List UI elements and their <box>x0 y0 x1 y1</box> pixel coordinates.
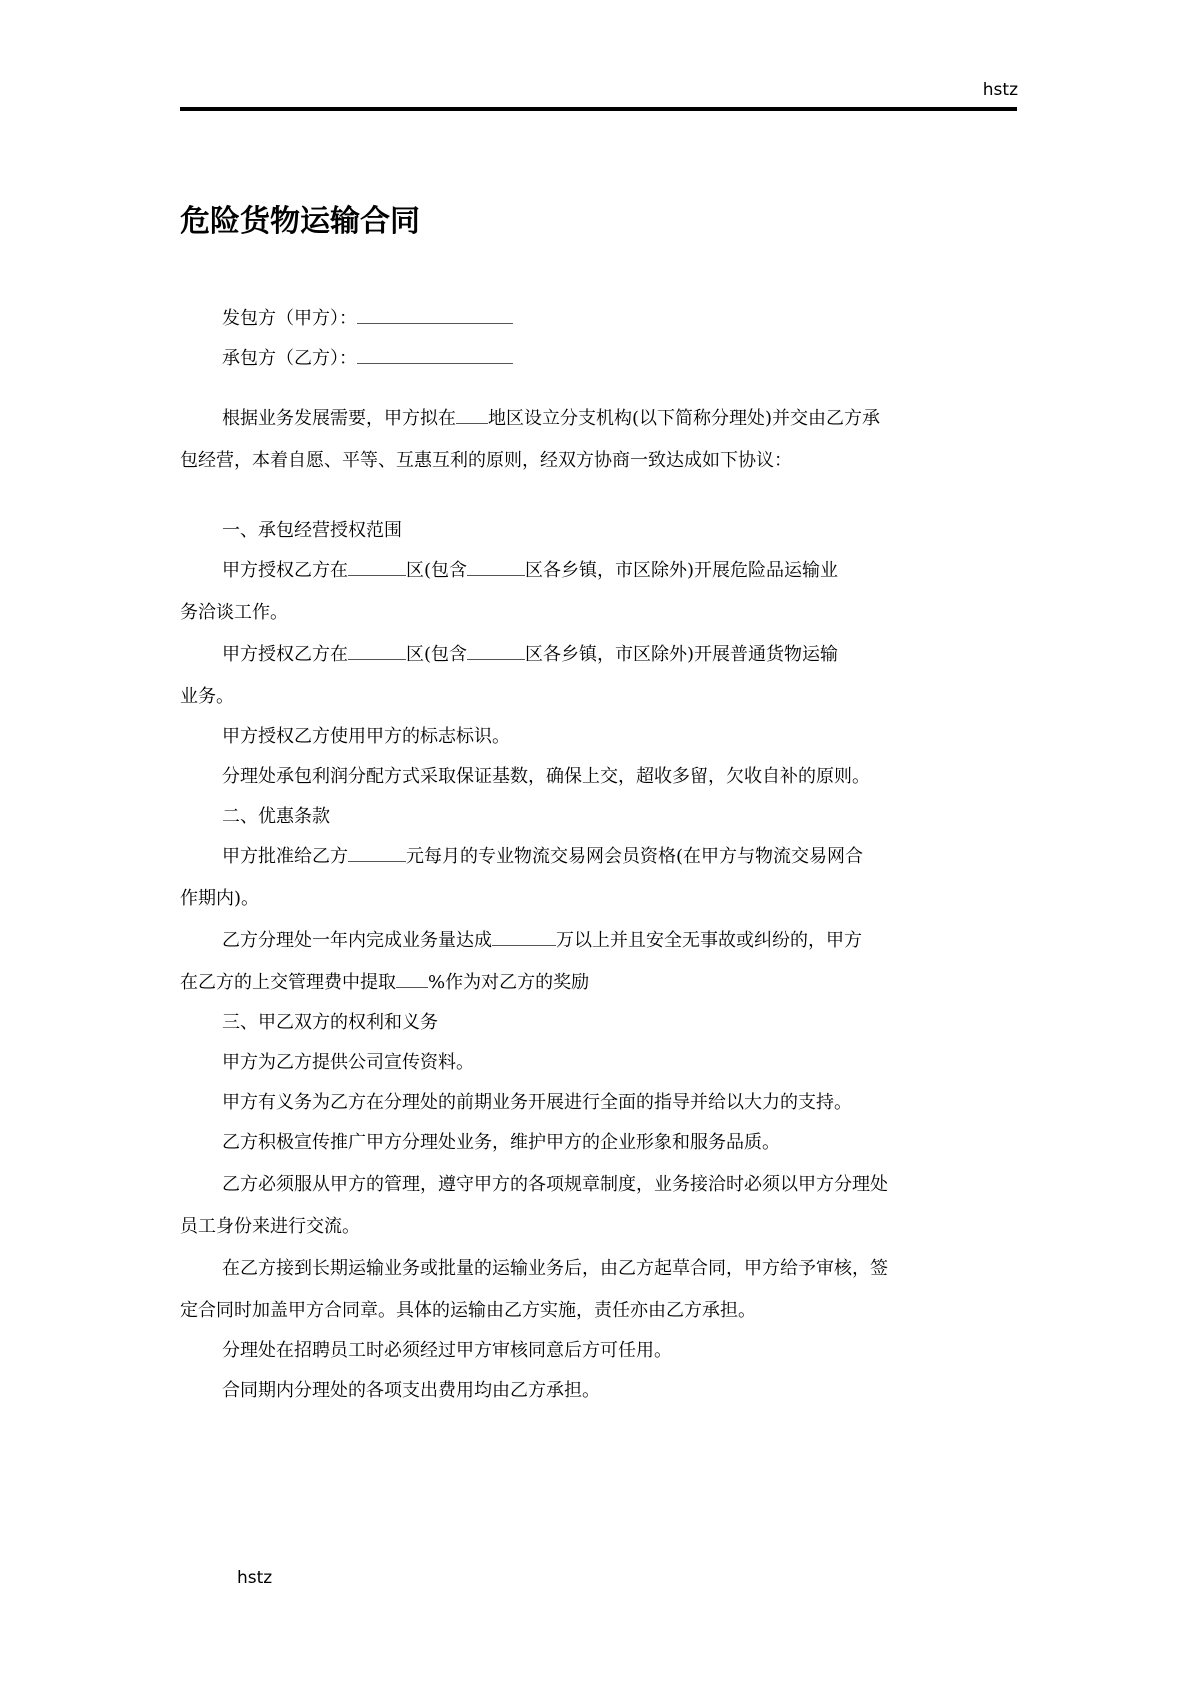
volume-blank[interactable] <box>492 929 556 946</box>
clause-text: 区各乡镇，市区除外)开展危险品运输业 <box>525 560 839 581</box>
section-3-clause-6: 分理处在招聘员工时必须经过甲方审核同意后方可任用。 <box>222 1340 672 1361</box>
party-b-line <box>180 344 513 370</box>
percent-blank[interactable] <box>396 971 428 988</box>
intro-text: 根据业务发展需要，甲方拟在 <box>222 408 456 429</box>
district-blank[interactable] <box>467 559 525 576</box>
section-3-clause-5-cont: 定合同时加盖甲方合同章。具体的运输由乙方实施，责任亦由乙方承担。 <box>180 1300 756 1321</box>
section-1-clause-2-cont: 业务。 <box>180 686 234 707</box>
party-b-label: 承包方（乙方）： <box>222 348 357 369</box>
section-1-clause-4: 分理处承包利润分配方式采取保证基数，确保上交，超收多留，欠收自补的原则。 <box>222 766 870 787</box>
clause-text: 甲方批准给乙方 <box>222 846 348 867</box>
clause-text: %作为对乙方的奖励 <box>428 972 590 993</box>
clause-text: 甲方授权乙方在 <box>222 560 348 581</box>
party-a-line <box>180 304 513 330</box>
section-3-clause-3: 乙方积极宣传推广甲方分理处业务，维护甲方的企业形象和服务品质。 <box>222 1132 780 1153</box>
district-blank[interactable] <box>467 643 525 660</box>
page-header-text: hstz <box>982 80 1018 100</box>
party-b-blank[interactable] <box>357 347 513 364</box>
section-3-heading: 三、甲乙双方的权利和义务 <box>222 1012 438 1033</box>
section-1-clause-2 <box>180 640 838 666</box>
section-2-clause-1-cont: 作期内)。 <box>180 888 260 909</box>
region-blank[interactable] <box>456 407 488 424</box>
intro-text: 地区设立分支机构(以下简称分理处)并交由乙方承 <box>488 408 881 429</box>
section-3-clause-7: 合同期内分理处的各项支出费用均由乙方承担。 <box>222 1380 600 1401</box>
clause-text: 乙方分理处一年内完成业务量达成 <box>222 930 492 951</box>
district-blank[interactable] <box>348 643 406 660</box>
section-3-clause-5: 在乙方接到长期运输业务或批量的运输业务后，由乙方起草合同，甲方给予审核，签 <box>222 1258 888 1279</box>
clause-text: 区(包含 <box>406 644 468 665</box>
clause-text: 甲方授权乙方在 <box>222 644 348 665</box>
section-1-heading: 一、承包经营授权范围 <box>222 520 402 541</box>
clause-text: 区各乡镇，市区除外)开展普通货物运输 <box>525 644 839 665</box>
intro-line-2: 包经营，本着自愿、平等、互惠互利的原则，经双方协商一致达成如下协议： <box>180 450 792 471</box>
clause-text: 元每月的专业物流交易网会员资格(在甲方与物流交易网合 <box>406 846 864 867</box>
section-1-clause-3: 甲方授权乙方使用甲方的标志标识。 <box>222 726 510 747</box>
amount-blank[interactable] <box>348 845 406 862</box>
section-1-clause-1-cont: 务洽谈工作。 <box>180 602 288 623</box>
section-3-clause-2: 甲方有义务为乙方在分理处的前期业务开展进行全面的指导并给以大力的支持。 <box>222 1092 852 1113</box>
clause-text: 在乙方的上交管理费中提取 <box>180 972 396 993</box>
party-a-blank[interactable] <box>357 307 513 324</box>
intro-line-1 <box>180 404 880 430</box>
page-footer-text: hstz <box>237 1568 273 1588</box>
section-3-clause-1: 甲方为乙方提供公司宣传资料。 <box>222 1052 474 1073</box>
section-2-heading: 二、优惠条款 <box>222 806 330 827</box>
district-blank[interactable] <box>348 559 406 576</box>
section-3-clause-4-cont: 员工身份来进行交流。 <box>180 1216 360 1237</box>
document-title: 危险货物运输合同 <box>180 204 420 239</box>
section-3-clause-4: 乙方必须服从甲方的管理，遵守甲方的各项规章制度，业务接洽时必须以甲方分理处 <box>222 1174 888 1195</box>
clause-text: 区(包含 <box>406 560 468 581</box>
party-a-label: 发包方（甲方）： <box>222 308 357 329</box>
section-1-clause-1 <box>180 556 838 582</box>
section-2-clause-2-cont <box>180 968 589 994</box>
clause-text: 万以上并且安全无事故或纠纷的，甲方 <box>556 930 862 951</box>
header-rule <box>180 107 1017 111</box>
section-2-clause-2 <box>180 926 862 952</box>
section-2-clause-1 <box>180 842 863 868</box>
